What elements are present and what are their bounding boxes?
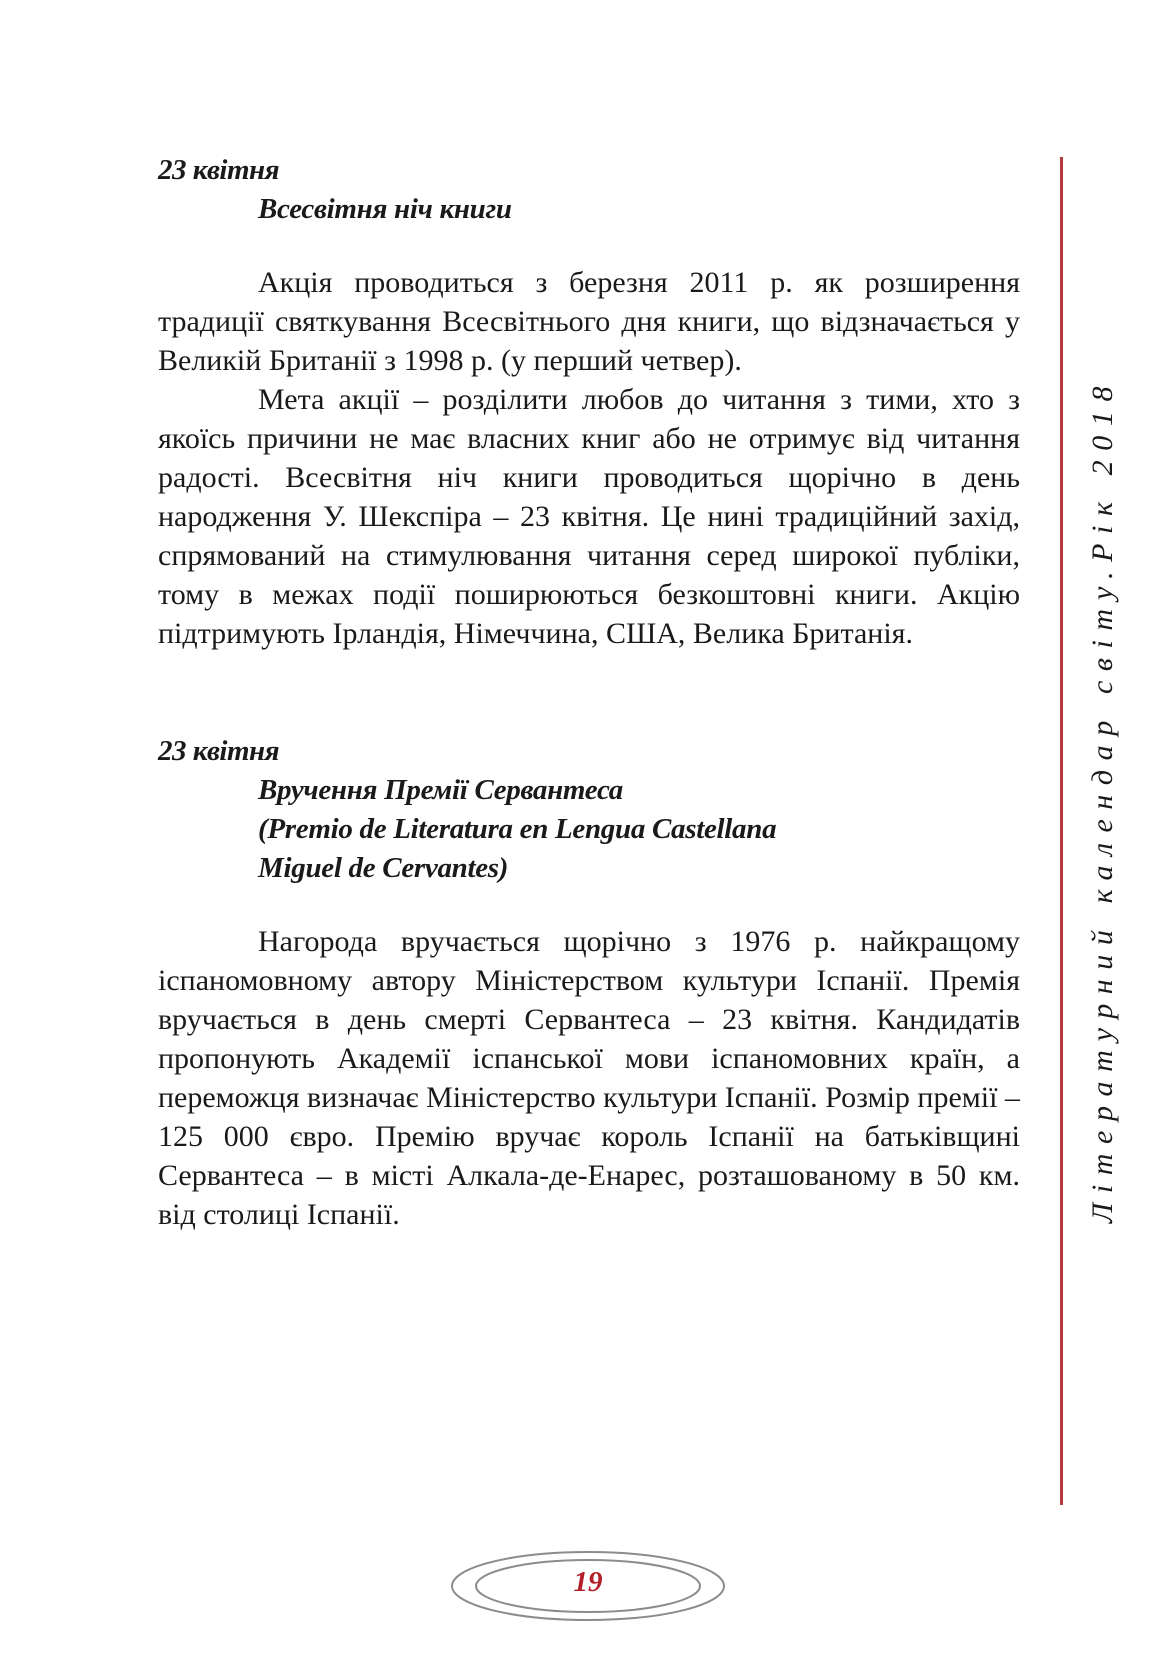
spacer: [158, 888, 1020, 922]
paragraph: Мета акції – розділити любов до читання з тими, хто з якоїсь причини не має власних книг або не отримує від читання радості. Всесвітня ніч книги проводиться щорічно в день народження У. Шекспіра – 23 квітня. Це нині традиційний захід, спрямований на стимулювання читання серед широкої публіки, тому в межах події поширюються безкоштовні книги. Акцію підтримують Ірландія, Німеччина, США, Велика Британія.: [158, 383, 1020, 650]
side-divider-line: [1060, 157, 1063, 1505]
page-number: 19: [573, 1566, 603, 1598]
section-heading: Вручення Премії Сервантеса: [258, 774, 624, 806]
section-date: 23 квітня: [158, 154, 280, 186]
paragraph: Нагорода вручається щорічно з 1976 р. найкращому іспаномовному автору Міністерством культури Іспанії. Премія вручається в день смерті Сервантеса – 23 квітня. Кандидатів пропонують Академії іспанської мови іспаномовних країн, а переможця визначає Міністерство культури Іспанії. Розмір премії – 125 000 євро. Премію вручає король Іспанії на батьківщині Сервантеса – в місті Алкала-де-Енарес, розташованому в 50 км. від столиці Іспанії.: [158, 925, 1020, 1231]
section-heading: Всесвітня ніч книги: [258, 193, 512, 225]
spacer: [158, 229, 1020, 263]
page-content: [158, 150, 1020, 1234]
section-heading-subtitle: (Premio de Literatura en Lengua Castellana: [258, 813, 777, 845]
section-heading-subtitle: Miguel de Cervantes): [258, 852, 509, 884]
paragraph: Акція проводиться з березня 2011 р. як розширення традиції святкування Всесвітнього дня книги, що відзначається у Великій Британії з 1998 р. (у перший четвер).: [158, 266, 1020, 377]
spacer: [158, 653, 1020, 731]
section-date: 23 квітня: [158, 735, 280, 767]
running-title: Літературний календар світу.Рік 2018: [1086, 376, 1119, 1224]
